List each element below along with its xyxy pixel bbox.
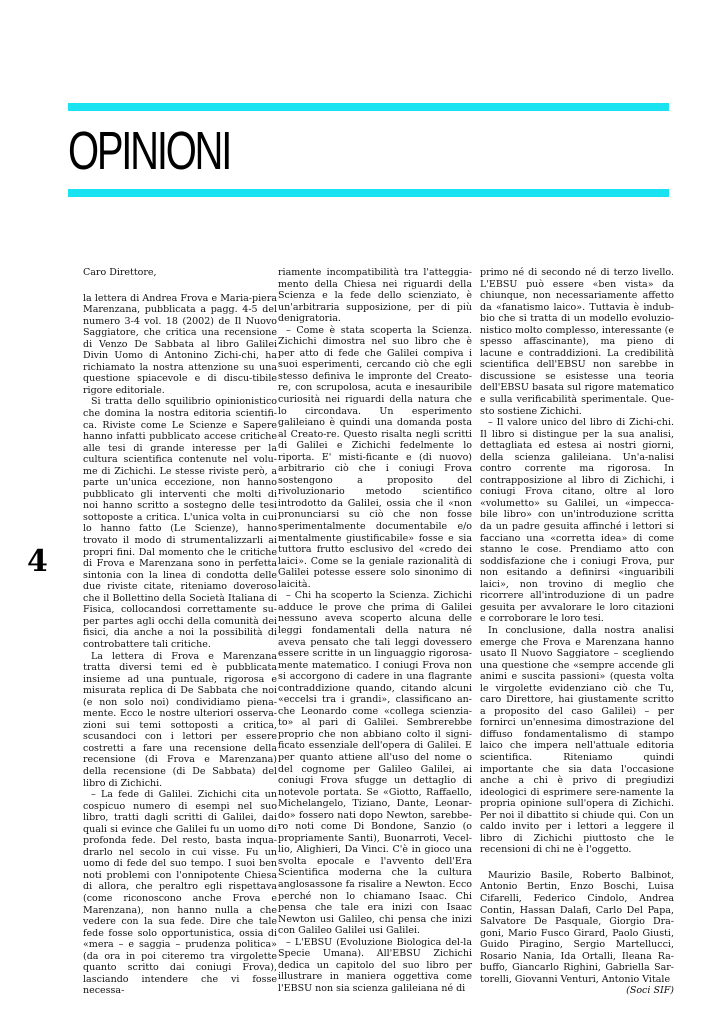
signatures: Maurizio Basile, Roberto Balbinot, Antonio Bertin, Enzo Boschi, Luisa Cifarelli, Federico Cindolo, Andrea Contin, Hassan Dalafi, Carlo Del Papa, Salvatore De Pasquale, Giorgio Dra-goni, Mario Fusco Girard, Paolo Giusti, Guido Piragino, Sergio Martellucci, Rosario Nania, Ida Ortalli, Ileana Ra-buffo, Giancarlo Righini, Gabriella Sar-torelli, Giovanni Venturi, Antonio Vitale xyxy=(480,869,674,985)
column-2 xyxy=(278,267,472,994)
paragraph: – Chi ha scoperto la Scienza. Zichichi adduce le prove che prima di Galilei nessuno aveva scoperto alcuna delle leggi fondamentali della natura né aveva pensato che tali leggi dovessero essere scritte in un linguaggio rigorosa-mente matematico. I coniugi Frova non si accorgono di cadere in una flagrante contraddizione quando, citando alcuni «eccelsi tra i grandi», classificano an-che Leonardo come «collega scienzia-to» al pari di Galilei. Sembrerebbe proprio che non abbiano colto il signi-ficato essenziale dell'opera di Galilei. E per quanto attiene all'uso del nome o del cognome per Galileo Galilei, ai coniugi Frova sfugge un dettaglio di notevole portata. Se «Giotto, Raffaello, Michelangelo, Tiziano, Dante, Leonar-do» fossero nati dopo Newton, sarebbe-ro noti come Di Bondone, Sanzio (o propriamente Santi), Buonarroti, Vecel-lio, Alighieri, Da Vinci. C'è in gioco una svolta epocale e l'avvento dell'Era Scientifica moderna che la cultura anglosassone fa risalire a Newton. Ecco perché non lo chiamano Isaac. Chi pensa che tale era inizi con Isaac Newton usi Galileo, chi pensa che inizi con Galileo Galilei usi Galilei. xyxy=(278,590,472,937)
paragraph: – La fede di Galilei. Zichichi cita un cospicuo numero di esempi nel suo libro, tratti dagli scritti di Galilei, dai quali si evince che Galilei fu un uomo di profonda fede. Del resto, basta inqua-drarlo nel secolo in cui visse. Fu un uomo di fede del suo tempo. I suoi ben noti problemi con l'onnipotente Chiesa di allora, che peraltro egli rispettava (come riconoscono anche Frova e Marenzana), non hanno nulla a che vedere con la sua fede. Dire che tale fede fosse solo opportunistica, ossia di «mera – e saggia – prudenza politica» (da ora in poi citeremo tra virgolette quanto scritto dai coniugi Frova), lasciando intendere che vi fosse necessa- xyxy=(83,789,277,997)
page-title: OPINIONI xyxy=(68,121,231,181)
paragraph: riamente incompatibilità tra l'atteggia-mento della Chiesa nei riguardi della Scienza e la fede dello scienziato, è un'arbitraria supposizione, per di più denigratoria. xyxy=(278,267,472,325)
paragraph: In conclusione, dalla nostra analisi emerge che Frova e Marenzana hanno usato Il Nuovo Saggiatore – scegliendo una questione che «sempre accende gli animi e suscita passioni» (questa volta le virgolette evidenziano ciò che Tu, caro Direttore, hai giustamente scritto a proposito del caso Galilei) – per fornirci un'ennesima dimostrazione del diffuso fondamentalismo di stampo laico che impera nell'attuale editoria scientifica. Riteniamo quindi importante che sia data l'occasione anche a chi è privo di pregiudizi ideologici di esprimere sere-namente la propria opinione sull'opera di Zichichi. Per noi il dibattito si chiude qui. Con un caldo invito per i lettori a leggere il libro di Zichichi piuttosto che le recensioni di chi ne è l'oggetto. xyxy=(480,624,674,856)
header-top-rule xyxy=(68,103,669,111)
page-number: 4 xyxy=(27,544,48,579)
paragraph: – L'EBSU (Evoluzione Biologica del-la Specie Umana). All'EBSU Zichichi dedica un capitolo del suo libro per illustrare in maniera oggettiva come l'EBSU non sia scienza galileiana né di xyxy=(278,936,472,994)
paragraph: La lettera di Frova e Marenzana tratta diversi temi ed è pubblicata insieme ad una puntuale, rigorosa e misurata replica di De Sabbata che noi (e non solo noi) condividiamo piena-mente. Ecco le nostre ulteriori osserva-zioni sui temi sottoposti a critica, scusandoci con i lettori per essere costretti a fare una recensione della recensione (di Frova e Marenzana) della recensione (di De Sabbata) del libro di Zichichi. xyxy=(83,650,277,789)
letter-greeting: Caro Direttore, xyxy=(83,267,157,278)
paragraph: – Il valore unico del libro di Zichi-chi. Il libro si distingue per la sua analisi, dettagliata ed estesa ai nostri giorni, della scienza galileiana. Un'a-nalisi contro corrente ma rigorosa. In contrapposizione al libro di Zichichi, i coniugi Frova citano, oltre al loro «volumetto» su Galilei, un «impecca-bile libro» con un'introduzione scritta da un padre gesuita affinché i lettori si facciano una «corretta idea» di come stanno le cose. Prendiamo atto con soddisfazione che i coniugi Frova, pur non esitando a definirsi «inguaribili laici», non trovino di meglio che ricorrere all'introduzione di un padre gesuita per avvalorare le loro citazioni e corroborare le loro tesi. xyxy=(480,417,674,625)
column-1 xyxy=(83,267,277,997)
signoff: (Soci SIF) xyxy=(626,985,674,997)
header-bottom-rule xyxy=(68,189,669,197)
paragraph: primo né di secondo né di terzo livello. L'EBSU può essere «ben vista» da chiunque, non necessariamente affetto da «fanatismo laico». Tuttavia è indub-bio che si tratta di un modello evoluzio-nistico molto complesso, interessante (e spesso affascinante), ma pieno di lacune e contraddizioni. La credibilità scientifica dell'EBSU non sarebbe in discussione se esistesse una teoria dell'EBSU basata sul rigore matematico e sulla verificabilità sperimentale. Que-sto sostiene Zichichi. xyxy=(480,267,674,417)
paragraph: Si tratta dello squilibrio opinionistico che domina la nostra editoria scientifi-ca. Riviste come Le Scienze e Sapere hanno infatti pubblicato accese critiche alle tesi di grande interesse per la cultura scientifica contenute nel volu-me di Zichichi. Le stesse riviste però, a parte un'unica eccezione, non hanno pubblicato gli interventi che molti di noi hanno scritto a sostegno delle tesi sottoposte a critica. L'unica volta in cui lo hanno fatto (Le Scienze), hanno trovato il modo di strumentalizzarli ai propri fini. Dal momento che le critiche di Frova e Marenzana sono in perfetta sintonia con la linea di condotta delle due riviste citate, riteniamo doveroso che il Bollettino della Società Italiana di Fisica, collocandosi correttamente su-per partes agli occhi della comunità dei fisici, dia anche a noi la possibilità di controbattere tali critiche. xyxy=(83,396,277,650)
column-3 xyxy=(480,267,674,997)
paragraph: la lettera di Andrea Frova e Maria-piera Marenzana, pubblicata a pagg. 4-5 del numero 3-4 vol. 18 (2002) de Il Nuovo Saggiatore, che critica una recensione di Venzo De Sabbata al libro Galilei Divin Uomo di Antonino Zichi-chi, ha richiamato la nostra attenzione su una questione spiacevole e di discu-tibile rigore editoriale. xyxy=(83,292,277,396)
paragraph: – Come è stata scoperta la Scienza. Zichichi dimostra nel suo libro che è per atto di fede che Galilei compiva i suoi esperimenti, cercando ciò che egli stesso definiva le impronte del Creato-re, con scrupolosa, acuta e inesauribile curiosità nei riguardi della natura che lo circondava. Un esperimento galileiano è quindi una domanda posta al Creato-re. Questo risalta negli scritti di Galilei e Zichichi fedelmente lo riporta. E' misti-ficante e (di nuovo) arbitrario ciò che i coniugi Frova sostengono a proposito del rivoluzionario metodo scientifico introdotto da Galilei, ossia che il «non pronunciarsi su ciò che non fosse sperimentalmente documentabile e/o mentalmente giustificabile» fosse e sia tuttora frutto esclusivo del «credo dei laici». Come se la geniale razionalità di Galilei potesse essere solo sinonimo di laicità. xyxy=(278,324,472,590)
